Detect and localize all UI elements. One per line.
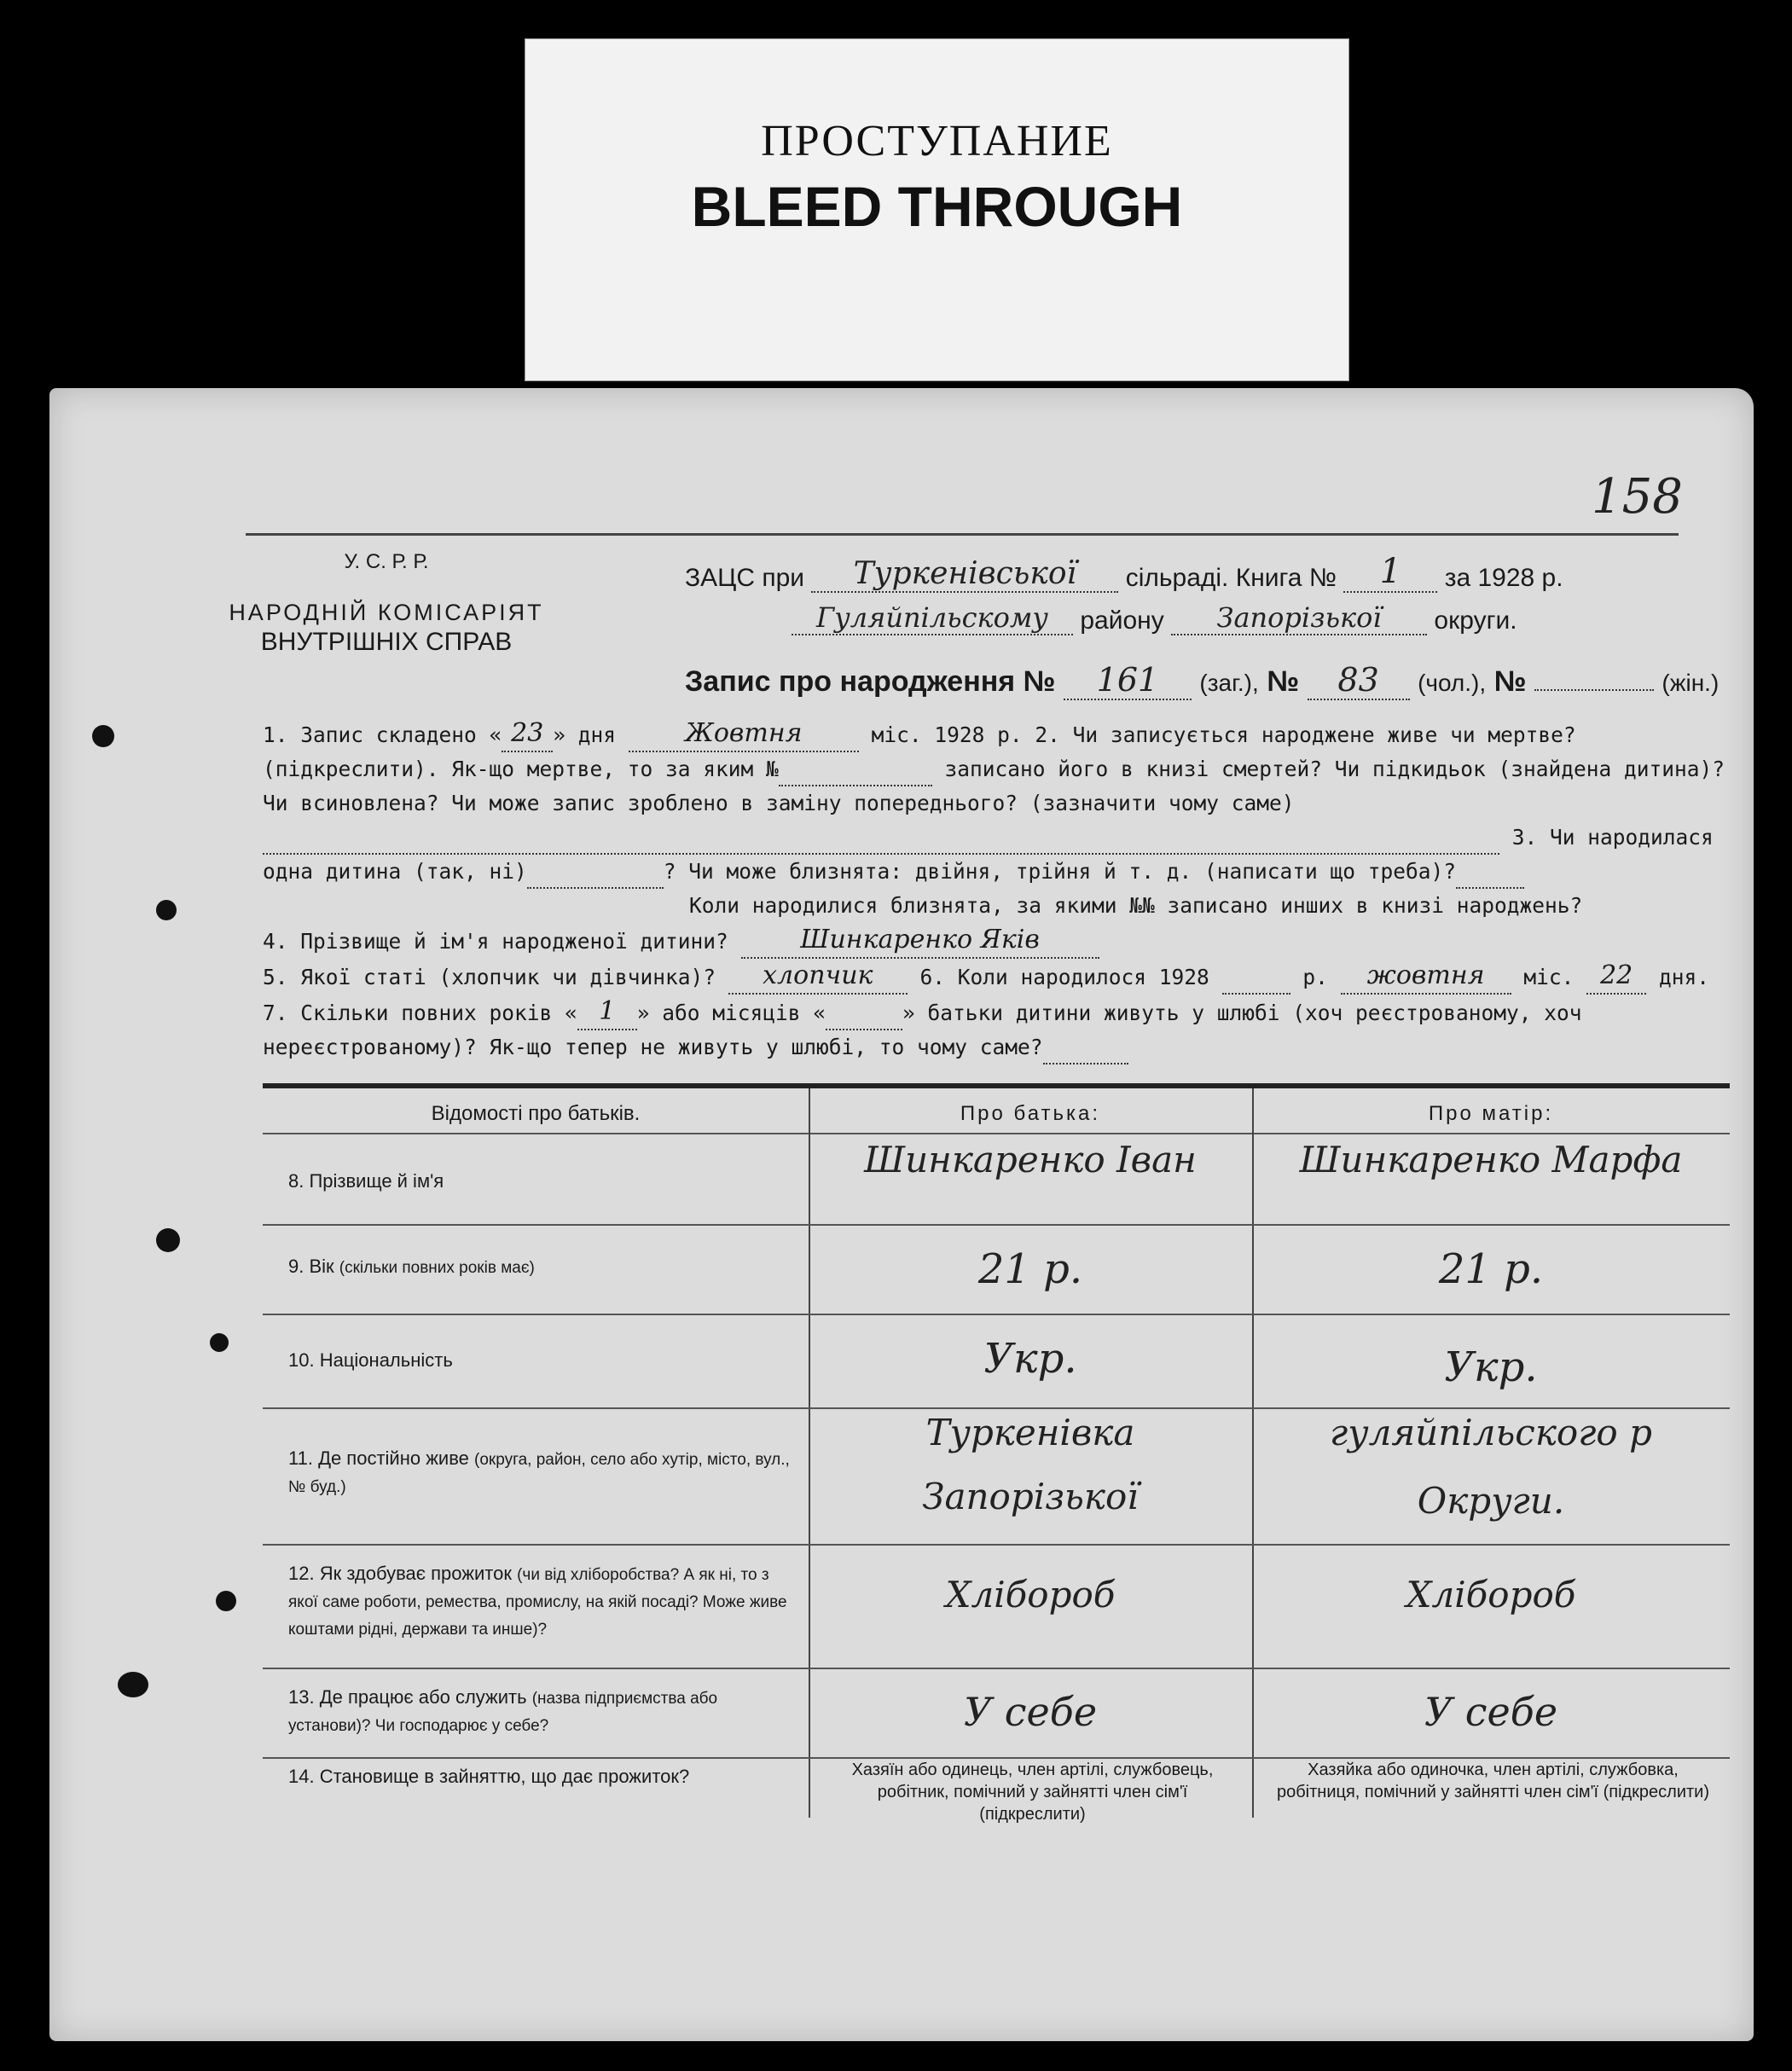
binder-hole bbox=[156, 1228, 180, 1252]
father-residence-1: Туркенівка bbox=[925, 1412, 1135, 1453]
district-field: Гуляйпільскому bbox=[792, 601, 1073, 635]
column-parents: Відомості про батьків. bbox=[431, 1102, 641, 1125]
title-text: Запис про народження № bbox=[685, 665, 1056, 698]
father-age: 21 р. bbox=[977, 1245, 1083, 1293]
day-field: 23 bbox=[502, 716, 553, 752]
mother-occupation: Хлібороб bbox=[1406, 1574, 1576, 1616]
zhin-label: (жін.) bbox=[1662, 670, 1720, 696]
single-child-field bbox=[527, 887, 664, 889]
question-7 bbox=[263, 995, 1730, 1065]
bleed-through-label bbox=[525, 38, 1349, 381]
father-occupation: Хлібороб bbox=[945, 1574, 1116, 1616]
table-row bbox=[263, 1757, 1730, 1824]
row-label-main: 12. Як здобуває прожиток bbox=[288, 1563, 512, 1584]
row-label-hint: (назва підприємства або установи)? Чи господарює у себе? bbox=[288, 1690, 718, 1735]
row-label: 14. Становище в зайняттю, що дає прожиток? bbox=[288, 1766, 690, 1787]
zag-label: (заг.), bbox=[1199, 670, 1259, 696]
binder-hole bbox=[156, 900, 177, 920]
ussr-heading: У. С. Р. Р. bbox=[344, 550, 429, 573]
table-row bbox=[263, 1314, 1730, 1409]
q4-text: 4. Прізвище й ім'я народженої дитини? bbox=[263, 929, 728, 954]
chol-label: (чол.), bbox=[1418, 670, 1487, 696]
q3-text-b: ? Чи може близнята: двійня, трійня й т. д. (написати що треба)? bbox=[663, 859, 1457, 884]
mother-employment-status: Хазяйка або одиночка, член артілі, службовка, робітниця, помічний у зайнятті член сім'ї (підкреслити) bbox=[1276, 1761, 1710, 1801]
female-number-sign: № bbox=[1493, 665, 1527, 698]
book-field: 1 bbox=[1343, 552, 1437, 593]
okrugy-label: округи. bbox=[1434, 606, 1517, 635]
row-label-main: 9. Вік bbox=[288, 1256, 334, 1277]
q3-text-c: Коли народилися близнята, за якими №№ записано инших в книзі народжень? bbox=[689, 893, 1583, 918]
mother-age: 21 р. bbox=[1438, 1245, 1544, 1293]
q7-text-a: 7. Скільки повних років « bbox=[263, 1001, 577, 1025]
year-label: за 1928 р. bbox=[1444, 564, 1563, 592]
commissariat-line-2: ВНУТРІШНІХ СПРАВ bbox=[260, 628, 513, 656]
death-record-field bbox=[779, 785, 932, 786]
row-label bbox=[288, 1254, 792, 1281]
q6-r: р. bbox=[1302, 965, 1328, 989]
child-name-field: Шинкаренко Яків bbox=[741, 923, 1099, 959]
question-3 bbox=[263, 821, 1730, 889]
binder-hole bbox=[118, 1672, 148, 1697]
silradi-label: сільраді. Книга № bbox=[1125, 564, 1337, 592]
row-label: 8. Прізвище й ім'я bbox=[288, 1170, 444, 1192]
question-5-6 bbox=[263, 959, 1730, 995]
q6-text: 6. Коли народилося 1928 bbox=[919, 965, 1209, 989]
birth-day-field: 22 bbox=[1586, 959, 1646, 995]
table-header-row bbox=[263, 1090, 1730, 1134]
male-number-sign: № bbox=[1267, 665, 1300, 698]
record-questions bbox=[263, 716, 1730, 1065]
mother-workplace: У себе bbox=[1424, 1689, 1558, 1735]
birth-month-field: жовтня bbox=[1341, 959, 1511, 995]
table-top-rule bbox=[263, 1083, 1730, 1088]
table-row bbox=[263, 1224, 1730, 1315]
q1-text-c: міс. 1928 р. 2. Чи записується народжене живе чи мертве? (підкреслити). Як-що мертве, то за яким № bbox=[263, 722, 1576, 781]
row-label bbox=[288, 1446, 792, 1500]
label-english: BLEED THROUGH bbox=[691, 175, 1183, 238]
row-label-hint: (чи від хліборобства? А як ні, то з якої саме роботи, ремества, промислу, на якій посаді? Може живе коштами рідні, держави та инше)? bbox=[288, 1566, 787, 1639]
label-russian: ПРОСТУПАНИЕ bbox=[761, 117, 1113, 165]
binder-hole bbox=[210, 1333, 229, 1352]
q6-dnia: дня. bbox=[1658, 965, 1709, 989]
male-number-field: 83 bbox=[1308, 661, 1410, 700]
question-3-twins bbox=[263, 889, 1730, 923]
column-father: Про батька: bbox=[960, 1102, 1101, 1125]
column-mother: Про матір: bbox=[1428, 1102, 1554, 1125]
village-field: Туркенівської bbox=[811, 556, 1118, 593]
mother-nationality: Укр. bbox=[1444, 1343, 1538, 1391]
district-line bbox=[792, 601, 1517, 635]
record-title bbox=[685, 661, 1719, 700]
page-number: 158 bbox=[1592, 469, 1683, 525]
q3-text: 3. Чи народилася одна дитина (так, ні) bbox=[263, 825, 1714, 884]
father-workplace: У себе bbox=[963, 1689, 1098, 1735]
father-nationality: Укр. bbox=[983, 1335, 1077, 1383]
female-number-field bbox=[1534, 689, 1654, 691]
marriage-years-field: 1 bbox=[577, 995, 637, 1030]
marriage-months-field bbox=[826, 1029, 902, 1030]
question-1 bbox=[263, 716, 1730, 821]
q5-text: 5. Якої статі (хлопчик чи дівчинка)? bbox=[263, 965, 716, 989]
row-label-main: 11. Де постійно живе bbox=[288, 1447, 469, 1469]
table-row bbox=[263, 1407, 1730, 1546]
q1-text-b: » дня bbox=[553, 722, 617, 747]
commissariat-line-1: НАРОДНІЙ КОМІСАРІЯТ bbox=[229, 600, 544, 625]
binder-hole bbox=[92, 725, 114, 747]
issuer-block bbox=[224, 550, 548, 667]
table-row bbox=[263, 1668, 1730, 1759]
row-label: 10. Національність bbox=[288, 1349, 453, 1371]
table-row bbox=[263, 1544, 1730, 1669]
raionu-label: району bbox=[1080, 606, 1164, 635]
row-label bbox=[288, 1685, 792, 1739]
top-rule bbox=[246, 533, 1679, 536]
total-number-field: 161 bbox=[1064, 661, 1192, 700]
marriage-reason-field bbox=[1043, 1063, 1128, 1065]
month-field: Жовтня bbox=[629, 716, 859, 752]
q6-mis: міс. bbox=[1523, 965, 1575, 989]
row-label-hint: (скільки повних років має) bbox=[339, 1259, 535, 1277]
okrug-field: Запорізької bbox=[1171, 601, 1427, 635]
binder-hole bbox=[216, 1591, 236, 1611]
q7-text-c: » батьки дитини живуть у шлюбі (хоч реєстрованому, хоч нереєстрованому)? Як-що тепер не живуть у шлюбі, то чому саме? bbox=[263, 1001, 1582, 1059]
registry-line bbox=[685, 552, 1563, 593]
mother-residence-2: Округи. bbox=[1417, 1480, 1565, 1522]
father-residence-2: Запорізької bbox=[922, 1476, 1139, 1517]
replacement-field bbox=[263, 853, 1499, 855]
row-label-hint: (округа, район, село або хутір, місто, вул., № буд.) bbox=[288, 1451, 790, 1496]
zags-label: ЗАЦС при bbox=[685, 564, 805, 592]
q1-text-a: 1. Запис складено « bbox=[263, 722, 502, 747]
father-employment-status: Хазяїн або одинець, член артілі, службовець, робітник, помічний у зайнятті член сім'ї (підкреслити) bbox=[851, 1761, 1214, 1824]
birth-record-sheet bbox=[49, 388, 1754, 2041]
mother-surname-name: Шинкаренко Марфа bbox=[1299, 1139, 1683, 1181]
question-4 bbox=[263, 923, 1730, 959]
q1-text-d: записано його в книзі смертей? Чи підкидьок (знайдена дитина)? Чи всиновлена? Чи може запис зроблено в заміну попереднього? (зазначити чому саме) bbox=[263, 757, 1725, 815]
mother-residence-1: гуляйпільского р bbox=[1330, 1412, 1652, 1453]
row-label-main: 13. Де працює або служить bbox=[288, 1686, 527, 1708]
row-label bbox=[288, 1561, 792, 1643]
table-row bbox=[263, 1134, 1730, 1226]
sex-field: хлопчик bbox=[728, 959, 908, 995]
q7-text-b: » або місяців « bbox=[636, 1001, 826, 1025]
father-surname-name: Шинкаренко Іван bbox=[864, 1139, 1197, 1181]
